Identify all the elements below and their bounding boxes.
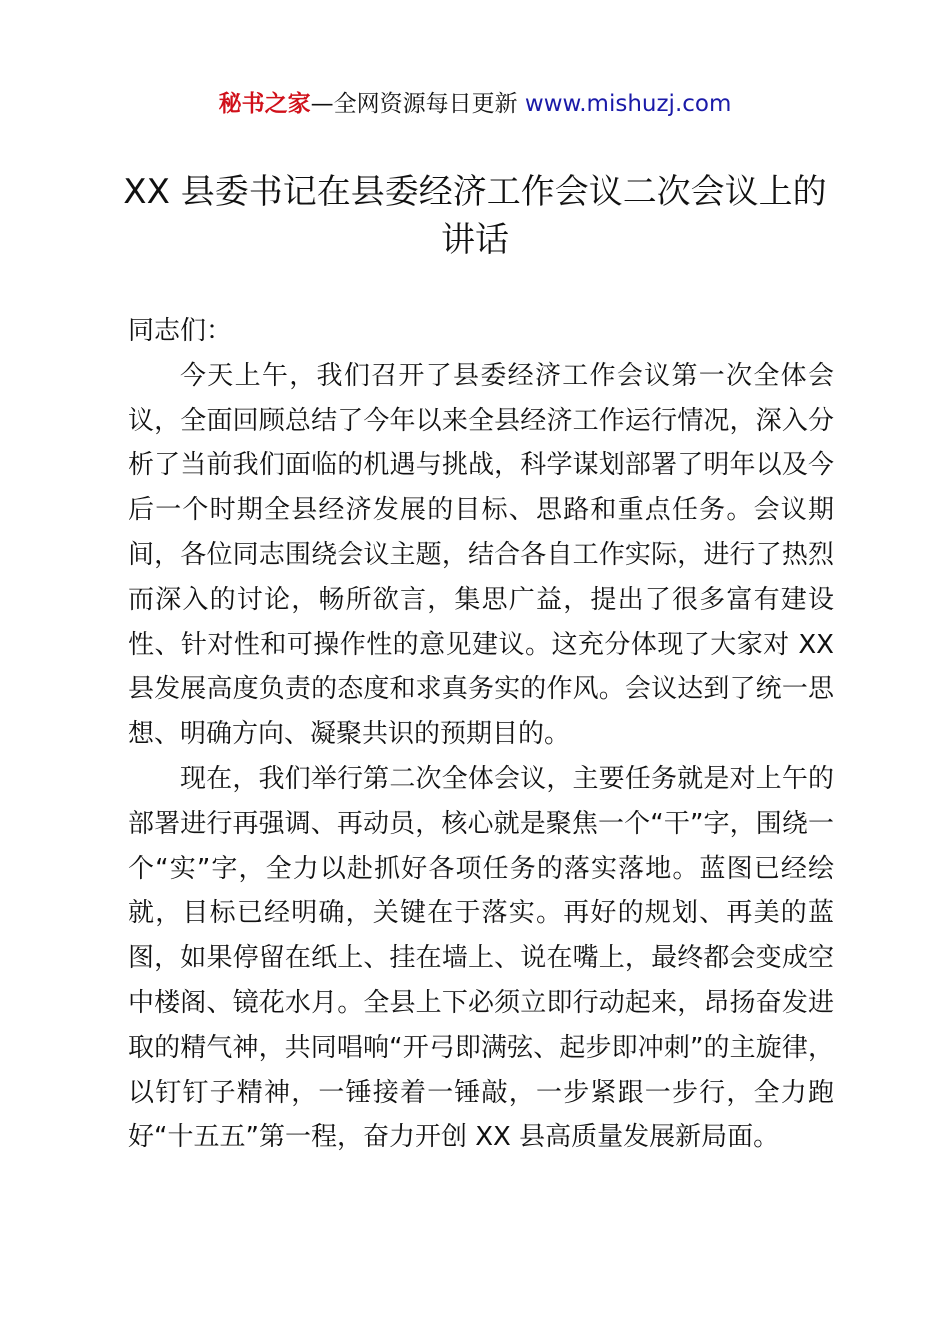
salutation: 同志们： (128, 316, 233, 346)
document-body (128, 309, 834, 1160)
document-title: XX 县委书记在县委经济工作会议二次会议上的讲话 (123, 172, 827, 260)
paragraph-2: 现在，我们举行第二次全体会议，主要任务就是对上午的部署进行再强调、再动员，核心就是聚焦一个“干”字，围绕一个“实”字，全力以赴抓好各项任务的落实落地。蓝图已经绘就，目标已经明确，关键在于落实。再好的规划、再美的蓝图，如果停留在纸上、挂在墙上、说在嘴上，最终都会变成空中楼阁、镜花水月。全县上下必须立即行动起来，昂扬奋发进取的精气神，共同唱响“开弓即满弦、起步即冲刺”的主旋律，以钉钉子精神，一锤接着一锤敲，一步紧跟一步行，全力跑好“十五五”第一程，奋力开创 XX 县高质量发展新局面。 (128, 763, 834, 1153)
site-header (0, 88, 950, 120)
paragraph-1: 今天上午，我们召开了县委经济工作会议第一次全体会议，全面回顾总结了今年以来全县经济工作运行情况，深入分析了当前我们面临的机遇与挑战，科学谋划部署了明年以及今后一个时期全县经济发展的目标、思路和重点任务。会议期间，各位同志围绕会议主题，结合各自工作实际，进行了热烈而深入的讨论，畅所欲言，集思广益，提出了很多富有建设性、针对性和可操作性的意见建议。这充分体现了大家对 XX 县发展高度负责的态度和求真务实的作风。会议达到了统一思想、明确方向、凝聚共识的预期目的。 (128, 360, 834, 750)
site-url-link[interactable]: www.mishuzj.com (524, 91, 732, 117)
site-brand: 秘书之家 (218, 91, 311, 117)
site-tagline: —全网资源每日更新 (310, 91, 525, 117)
